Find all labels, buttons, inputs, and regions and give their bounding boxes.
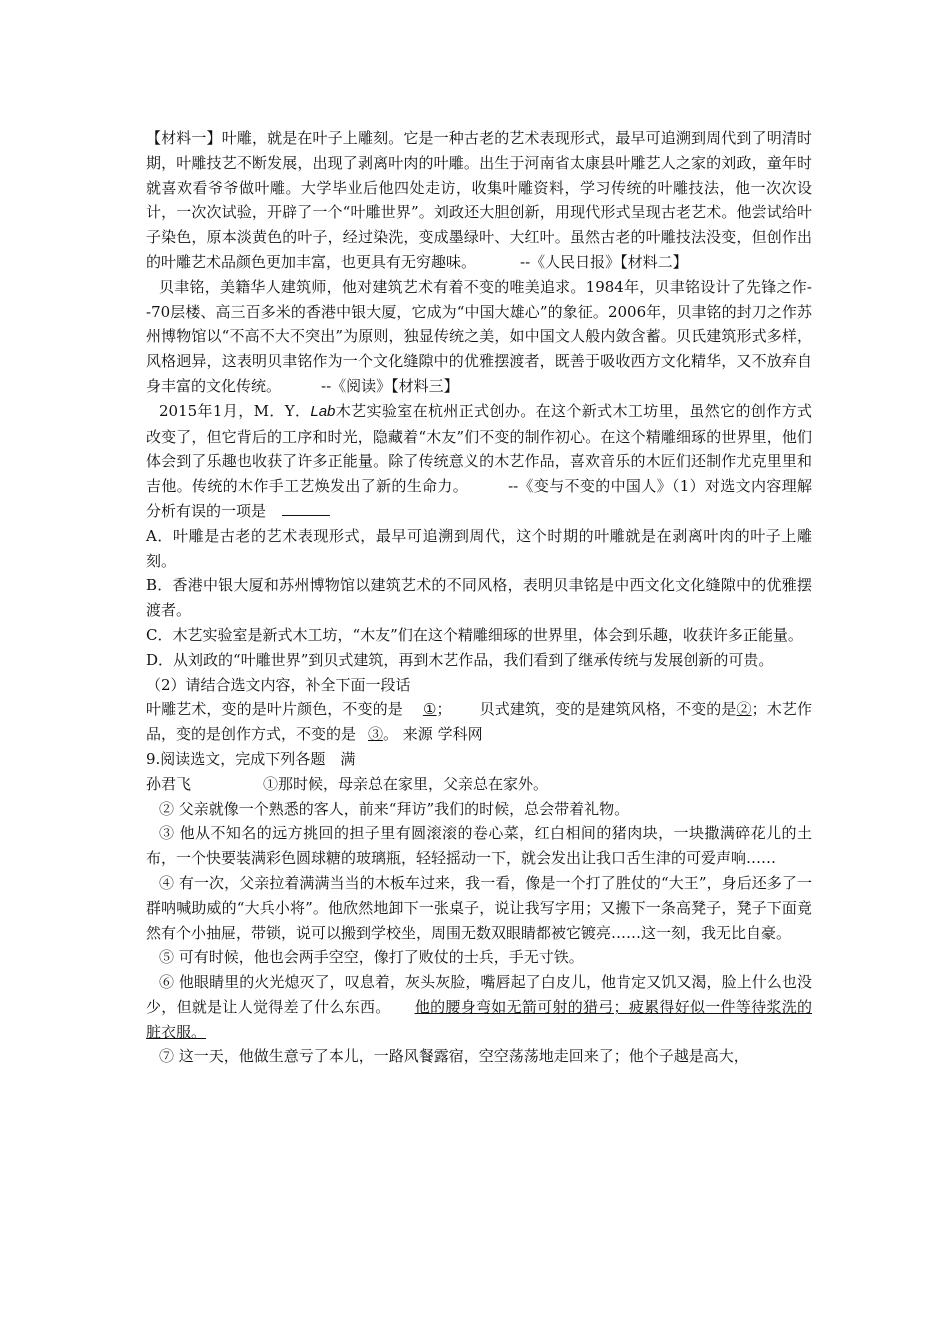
question-one: （1）对选文内容理解分析有误的一项是 — [146, 477, 812, 520]
essay-paragraph-2: ② 父亲就像一个熟悉的客人，前来“拜访”我们的时候，总会带着礼物。 — [159, 799, 630, 818]
option-c: C．木艺实验室是新式木工坊，“木友”们在这个精雕细琢的世界里，体会到乐趣，收获许多正能量。 — [146, 625, 803, 644]
document-body — [146, 126, 812, 1069]
blank-three: ③ — [368, 725, 384, 744]
blank-two: ② — [736, 700, 752, 719]
essay-paragraph-7: ⑦ 这一天，他做生意亏了本儿，一路风餐露宿，空空荡荡地走回来了；他个子越是高大， — [159, 1047, 749, 1066]
essay-first-line — [146, 772, 812, 797]
option-d: D．从刘政的“叶雕世界”到贝式建筑，再到木艺作品，我们看到了继承传统与发展创新的可贵。 — [146, 650, 774, 669]
option-a: A．叶雕是古老的艺术表现形式，最早可追溯到周代，这个时期的叶雕就是在剥离叶肉的叶子上雕刻。 — [146, 526, 812, 570]
question-nine-heading: 9.阅读选文，完成下列各题 满 — [146, 749, 356, 768]
blank-one: ① — [422, 700, 437, 719]
essay-paragraph-1: ①那时候，母亲总在家里，父亲总在家外。 — [263, 774, 549, 793]
material-one-paragraph: 【材料一】叶雕，就是在叶子上雕刻。它是一种古老的艺术表现形式，最早可追溯到周代到了明清时期，叶雕技艺不断发展，出现了剥离叶肉的叶雕。出生于河南省太康县叶雕艺人之家的刘政，童年时就喜欢看爷爷做叶雕。大学毕业后他四处走访，收集叶雕资料，学习传统的叶雕技法，他一次次设计，一次次试验，开辟了一个“叶雕世界”。刘政还大胆创新，用现代形式呈现古老艺术。他尝试给叶子染色，原本淡黄色的叶子，经过染洗，变成墨绿叶、大红叶。虽然古老的叶雕技法没变，但创作出的叶雕艺术品颜色更加丰富，也更具有无穷趣味。 --《人民日报》【材料二】 — [146, 129, 812, 271]
question-two-fill-in: 叶雕艺术，变的是叶片颜色，不变的是 ①； 贝式建筑，变的是建筑风格，不变的是②；木艺作品，变的是创作方式，不变的是 ③。 来源 学科网 — [146, 700, 812, 744]
answer-blank — [282, 501, 330, 516]
essay-paragraph-4: ④ 有一次，父亲拉着满满当当的木板车过来，我一看，像是一个打了胜仗的“大王”，身后还多了一群呐喊助威的“大兵小将”。他欣然地卸下一张桌子，说让我写字用；又搬下一条高凳子，凳子下面竟然有个小抽屉，带锁，说可以搬到学校坐，周围无数双眼睛都被它镀亮……这一刻，我无比自豪。 — [146, 873, 812, 942]
material-two-paragraph: 贝聿铭，美籍华人建筑师，他对建筑艺术有着不变的唯美追求。1984年，贝聿铭设计了先锋之作--70层楼、高三百多米的香港中银大厦，它成为“中国大雄心”的象征。2006年，贝聿铭的封刀之作苏州博物馆以“不高不大不突出”为原则，独显传统之美，如中国文人般内敛含蓄。贝氏建筑形式多样，风格迥异，这表明贝聿铭作为一个文化缝隙中的优雅摆渡者，既善于吸收西方文化精华，又不放弃自身丰富的文化传统。 --《阅读》【材料三】 — [146, 277, 812, 395]
question-two-title: （2）请结合选文内容，补全下面一段话 — [146, 675, 411, 694]
material-one-source: --《人民日报》【材料二】 — [520, 252, 688, 271]
essay-paragraph-5: ⑤ 可有时候，他也会两手空空，像打了败仗的士兵，手无寸铁。 — [159, 948, 584, 967]
essay-paragraph-3: ③ 他从不知名的远方挑回的担子里有圆滚滚的卷心菜，红白相间的猪肉块，一块撒满碎花儿的土布，一个快要装满彩色圆球糖的玻璃瓶，轻轻摇动一下，就会发出让我口舌生津的可爱声响…… — [146, 824, 812, 868]
material-three-paragraph: 2015年1月，M．Y．Lab木艺实验室在杭州正式创办。在这个新式木工坊里，虽然它的创作方式改变了，但它背后的工序和时光，隐藏着“木友”们不变的制作初心。在这个精雕细琢的世界里，他们体会到了乐趣也收获了许多正能量。除了传统意义的木艺作品，喜欢音乐的木匠们还制作尤克里里和吉他。传统的木作手工艺焕发出了新的生命力。 --《变与不变的中国人》（1）对选文内容理解分析有误的一项是 — [146, 401, 812, 520]
option-b: B．香港中银大厦和苏州博物馆以建筑艺术的不同风格，表明贝聿铭是中西文化文化缝隙中的优雅摆渡者。 — [146, 576, 812, 620]
material-three-source: --《变与不变的中国人》 — [508, 477, 672, 496]
author-name: 孙君飞 — [146, 774, 192, 793]
material-two-source: --《阅读》【材料三】 — [321, 376, 459, 395]
underlined-sentence: 他的腰身弯如无箭可射的猎弓；疲累得好似一件等待浆洗的脏衣服。 — [146, 997, 812, 1041]
essay-paragraph-6: ⑥ 他眼睛里的火光熄灭了，叹息着，灰头灰脸，嘴唇起了白皮儿，他肯定又饥又渴，脸上什么也没少，但就是让人觉得差了什么东西。 他的腰身弯如无箭可射的猎弓；疲累得好似一件等待浆洗的脏衣服。 — [146, 973, 812, 1041]
